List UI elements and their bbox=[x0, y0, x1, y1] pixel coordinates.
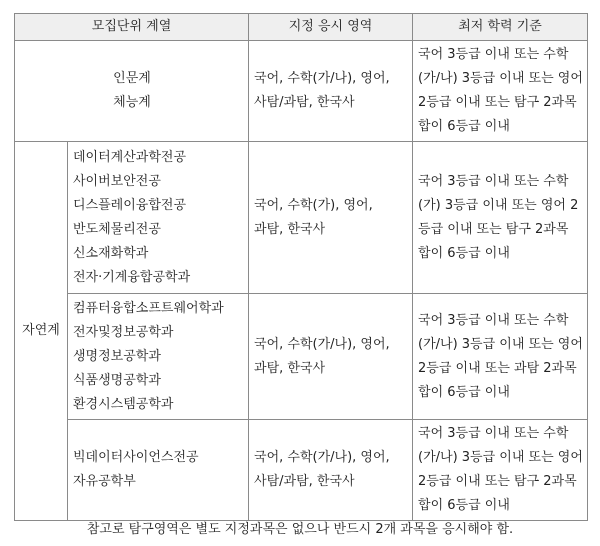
header-row bbox=[15, 14, 588, 41]
areas-line: 국어, 수학(가/나), 영어, bbox=[254, 71, 390, 86]
footnote: 참고로 탐구영역은 별도 지정과목은 없으나 반드시 2개 과목을 응시해야 함. bbox=[86, 522, 514, 537]
criteria-line: 2등급 이내 또는 탐구 2과목 bbox=[418, 95, 577, 110]
header-criteria: 최저 학력 기준 bbox=[413, 14, 588, 41]
criteria-line: 합이 6등급 이내 bbox=[418, 119, 510, 134]
group-humanities-line: 인문계 bbox=[113, 71, 151, 86]
criteria-cell bbox=[413, 420, 588, 521]
criteria-line: 국어 3등급 이내 또는 수학 bbox=[418, 312, 569, 328]
header-unit: 모집단위 계열 bbox=[15, 14, 249, 41]
criteria-line: 국어 3등급 이내 또는 수학 bbox=[418, 173, 569, 189]
table-row bbox=[15, 142, 588, 294]
criteria-line: (가/나) 3등급 이내 또는 영어 bbox=[418, 450, 583, 465]
areas-line: 과탐, 한국사 bbox=[254, 221, 326, 237]
header-areas: 지정 응시 영역 bbox=[249, 14, 413, 41]
areas-line: 국어, 수학(가), 영어, bbox=[254, 197, 373, 213]
table-row bbox=[15, 294, 588, 420]
areas-line: 과탐, 한국사 bbox=[254, 360, 326, 376]
areas-line: 사탐/과탐, 한국사 bbox=[254, 95, 355, 110]
areas-cell bbox=[249, 41, 413, 142]
areas-line: 사탐/과탐, 한국사 bbox=[254, 474, 355, 489]
major-item: 자유공학부 bbox=[73, 474, 136, 489]
major-item: 신소재화학과 bbox=[73, 245, 149, 261]
table-row bbox=[15, 420, 588, 521]
criteria-cell bbox=[413, 294, 588, 420]
criteria-cell bbox=[413, 41, 588, 142]
criteria-line: 등급 이내 또는 탐구 2과목 bbox=[418, 221, 569, 237]
group-natural: 자연계 bbox=[15, 142, 68, 521]
areas-cell bbox=[249, 420, 413, 521]
areas-cell bbox=[249, 142, 413, 294]
criteria-line: 합이 6등급 이내 bbox=[418, 245, 510, 261]
criteria-cell bbox=[413, 142, 588, 294]
criteria-line: 국어 3등급 이내 또는 수학 bbox=[418, 426, 569, 441]
major-item: 전자및정보공학과 bbox=[73, 324, 174, 340]
major-item: 컴퓨터융합소프트웨어학과 bbox=[73, 300, 224, 316]
major-item: 식품생명공학과 bbox=[73, 372, 161, 388]
major-item: 빅데이터사이언스전공 bbox=[73, 450, 199, 465]
majors-cell bbox=[68, 420, 249, 521]
criteria-line: 2등급 이내 또는 과탐 2과목 bbox=[418, 360, 577, 376]
major-item: 환경시스템공학과 bbox=[73, 396, 174, 412]
criteria-line: (가) 3등급 이내 또는 영어 2 bbox=[418, 197, 579, 213]
criteria-line: 국어 3등급 이내 또는 수학 bbox=[418, 47, 569, 62]
criteria-line: 합이 6등급 이내 bbox=[418, 384, 510, 400]
areas-line: 국어, 수학(가/나), 영어, bbox=[254, 450, 390, 465]
areas-line: 국어, 수학(가/나), 영어, bbox=[254, 336, 390, 352]
admission-criteria-table bbox=[14, 13, 588, 521]
table-row bbox=[15, 41, 588, 142]
major-item: 데이터계산과학전공 bbox=[73, 149, 187, 165]
majors-cell bbox=[68, 294, 249, 420]
group-humanities bbox=[15, 41, 249, 142]
major-item: 생명정보공학과 bbox=[73, 348, 161, 364]
criteria-line: 합이 6등급 이내 bbox=[418, 498, 510, 513]
group-humanities-line: 체능계 bbox=[113, 95, 151, 110]
major-item: 디스플레이융합전공 bbox=[73, 197, 187, 213]
criteria-line: (가/나) 3등급 이내 또는 영어 bbox=[418, 71, 583, 86]
criteria-line: 2등급 이내 또는 탐구 2과목 bbox=[418, 474, 577, 489]
criteria-line: (가/나) 3등급 이내 또는 영어 bbox=[418, 336, 583, 352]
major-item: 반도체물리전공 bbox=[73, 221, 161, 237]
major-item: 전자·기계융합공학과 bbox=[73, 269, 191, 285]
majors-cell bbox=[68, 142, 249, 294]
major-item: 사이버보안전공 bbox=[73, 173, 161, 189]
areas-cell bbox=[249, 294, 413, 420]
